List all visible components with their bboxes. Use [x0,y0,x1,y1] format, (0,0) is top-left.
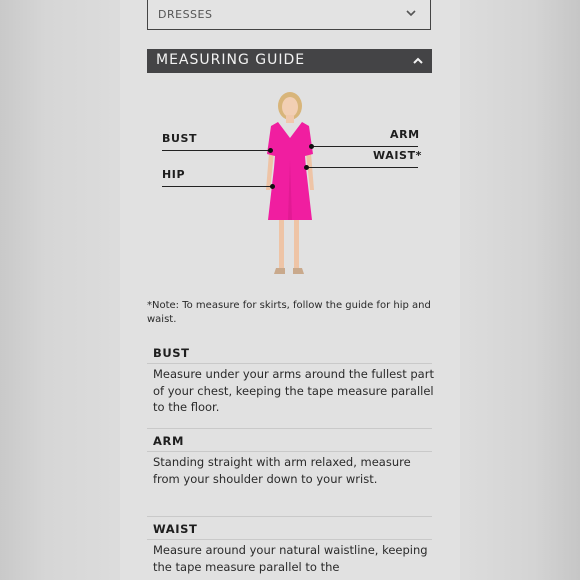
hip-line [162,186,272,187]
chevron-up-icon[interactable] [412,55,424,67]
measuring-guide-title: MEASURING GUIDE [156,52,306,68]
model-illustration [120,80,460,290]
section-title-waist: WAIST [153,522,198,536]
measuring-guide-header[interactable] [147,49,432,73]
waist-label: WAIST* [373,149,423,162]
section-text-arm: Standing straight with arm relaxed, measure from your shoulder down to your wrist. [153,455,411,486]
section-divider [147,516,432,517]
section-divider [147,363,432,364]
bust-line [162,150,270,151]
hip-label: HIP [162,168,186,181]
section-text-bust: Measure under your arms around the fullest part of your chest, keeping the tape measure parallel to the floor. [153,367,434,414]
section-title-bust: BUST [153,346,190,360]
arm-line [311,146,418,147]
hip-marker [270,184,275,189]
section-text-waist: Measure around your natural waistline, keeping the tape measure parallel to the [153,543,428,574]
arm-label: ARM [390,128,420,141]
category-select-value: DRESSES [158,8,213,21]
chevron-down-icon [406,8,416,18]
section-divider [147,539,432,540]
bust-label: BUST [162,132,198,145]
waist-line [306,167,418,168]
section-divider [147,428,432,429]
category-select[interactable] [147,0,431,30]
measurement-figure [120,80,460,290]
waist-marker [304,165,309,170]
section-title-arm: ARM [153,434,184,448]
bust-marker [268,148,273,153]
arm-marker [309,144,314,149]
skirt-note: *Note: To measure for skirts, follow the guide for hip and waist. [147,300,431,325]
section-divider [147,451,432,452]
